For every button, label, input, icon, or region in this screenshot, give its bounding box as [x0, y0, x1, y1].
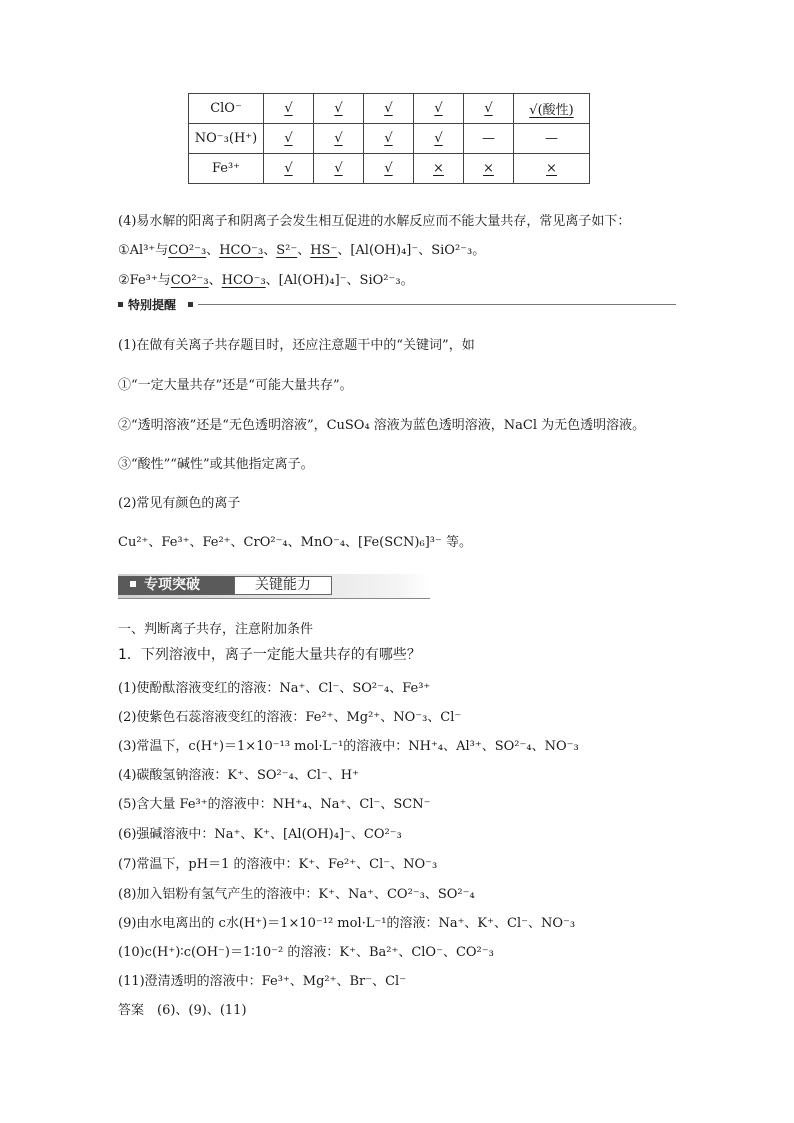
- ion-hs: HS⁻: [310, 243, 338, 258]
- ion-hco3: HCO⁻₃: [219, 243, 264, 258]
- section4-line1: ①Al³⁺与CO²⁻₃、HCO⁻₃、S²⁻、HS⁻、[Al(OH)₄]⁻、SiO²⁻₃。: [118, 243, 486, 258]
- section4-line2: ②Fe³⁺与CO²⁻₃、HCO⁻₃、[Al(OH)₄]⁻、SiO²⁻₃。: [118, 273, 414, 288]
- section4-intro: (4)易水解的阳离子和阴离子会发生相互促进的水解反应而不能大量共存，常见离子如下：: [118, 214, 631, 229]
- table-cell: √: [384, 101, 393, 116]
- tip-header: [118, 298, 676, 312]
- list-item: (2)使紫色石蕊溶液变红的溶液：Fe²⁺、Mg²⁺、NO⁻₃、Cl⁻: [118, 710, 462, 725]
- tip-p1: (1)在做有关离子共存题目时，还应注意题干中的“关键词”，如: [118, 338, 475, 353]
- table-cell: √: [284, 161, 293, 176]
- line2-rest: 、[Al(OH)₄]⁻、SiO²⁻₃。: [265, 273, 414, 288]
- table-cell: —: [545, 131, 558, 146]
- tip-p3: ②“透明溶液”还是“无色透明溶液”，CuSO₄ 溶液为蓝色透明溶液，NaCl 为无色透明溶液。: [118, 418, 646, 433]
- list-item: (8)加入铝粉有氢气产生的溶液中：K⁺、Na⁺、CO²⁻₃、SO²⁻₄: [118, 887, 475, 902]
- table-row-head: Fe³⁺: [189, 154, 264, 184]
- line1-prefix: ①Al³⁺与: [118, 243, 169, 258]
- exercise-heading: 一、判断离子共存，注意附加条件: [118, 622, 314, 637]
- table-cell: √: [334, 161, 343, 176]
- list-item: (5)含大量 Fe³⁺的溶液中：NH⁺₄、Na⁺、Cl⁻、SCN⁻: [118, 797, 431, 812]
- tip-p6: Cu²⁺、Fe³⁺、Fe²⁺、CrO²⁻₄、MnO⁻₄、[Fe(SCN)₆]³⁻ 等。: [118, 535, 472, 550]
- table-cell: √: [334, 131, 343, 146]
- table-cell: √: [434, 131, 443, 146]
- table-row: [189, 124, 590, 154]
- list-item: (6)强碱溶液中：Na⁺、K⁺、[Al(OH)₄]⁻、CO²⁻₃: [118, 827, 402, 842]
- banner-light-label: 关键能力: [234, 576, 332, 595]
- list-item: (9)由水电离出的 c水(H⁺)＝1×10⁻¹² mol·L⁻¹的溶液：Na⁺、K⁺、Cl⁻、NO⁻₃: [118, 916, 576, 931]
- ion-s: S²⁻: [276, 243, 298, 258]
- banner-dark-text: 专项突破: [144, 577, 200, 593]
- exercise-question: 1．下列溶液中，离子一定能大量共存的有哪些？: [118, 647, 421, 663]
- table-cell: √: [484, 101, 493, 116]
- table-cell: ×: [483, 161, 494, 176]
- list-item: (4)碳酸氢钠溶液：K⁺、SO²⁻₄、Cl⁻、H⁺: [118, 768, 360, 783]
- table-cell: √: [284, 101, 293, 116]
- ion-co3: CO²⁻₃: [170, 273, 209, 288]
- tip-p2: ①“一定大量共存”还是“可能大量共存”。: [118, 378, 353, 393]
- list-item: (10)c(H⁺)∶c(OH⁻)＝1∶10⁻² 的溶液：K⁺、Ba²⁺、ClO⁻、CO²⁻₃: [118, 945, 494, 960]
- table-cell: √: [434, 101, 443, 116]
- table-cell: √: [384, 161, 393, 176]
- ion-co3: CO²⁻₃: [168, 243, 207, 258]
- line2-prefix: ②Fe³⁺与: [118, 273, 171, 288]
- table-row: [189, 94, 590, 124]
- square-bullet-icon: [118, 302, 123, 307]
- table-cell: —: [482, 131, 495, 146]
- line1-rest: 、[Al(OH)₄]⁻、SiO²⁻₃。: [337, 243, 486, 258]
- square-bullet-icon: [130, 581, 136, 587]
- list-item: (1)使酚酞溶液变红的溶液：Na⁺、Cl⁻、SO²⁻₄、Fe³⁺: [118, 681, 431, 696]
- table-cell: √: [334, 101, 343, 116]
- list-item: (7)常温下，pH＝1 的溶液中：K⁺、Fe²⁺、Cl⁻、NO⁻₃: [118, 857, 438, 872]
- table-row-head: NO⁻₃(H⁺): [189, 124, 264, 154]
- list-item: (3)常温下，c(H⁺)＝1×10⁻¹³ mol·L⁻¹的溶液中：NH⁺₄、Al³⁺、SO²⁻₄、NO⁻₃: [118, 739, 579, 754]
- table-row-head: ClO⁻: [189, 94, 264, 124]
- table-row: [189, 154, 590, 184]
- answer: 答案 (6)、(9)、(11): [118, 1003, 247, 1018]
- ion-compatibility-table: [188, 93, 590, 184]
- ion-hco3: HCO⁻₃: [221, 273, 266, 288]
- section-banner: [118, 574, 430, 599]
- tip-p5: (2)常见有颜色的离子: [118, 496, 241, 511]
- divider: [118, 598, 430, 599]
- table-cell: √: [384, 131, 393, 146]
- tip-p4: ③“酸性”“碱性”或其他指定离子。: [118, 457, 314, 472]
- list-item: (11)澄清透明的溶液中：Fe³⁺、Mg²⁺、Br⁻、Cl⁻: [118, 974, 407, 989]
- table-cell: ×: [433, 161, 444, 176]
- table-cell: ×: [546, 161, 557, 176]
- banner-dark-label: [118, 576, 234, 595]
- tip-title: 特别提醒: [128, 298, 177, 312]
- square-bullet-icon: [188, 302, 193, 307]
- table-cell: √: [284, 131, 293, 146]
- divider: [198, 304, 676, 305]
- table-cell: √(酸性): [529, 103, 574, 118]
